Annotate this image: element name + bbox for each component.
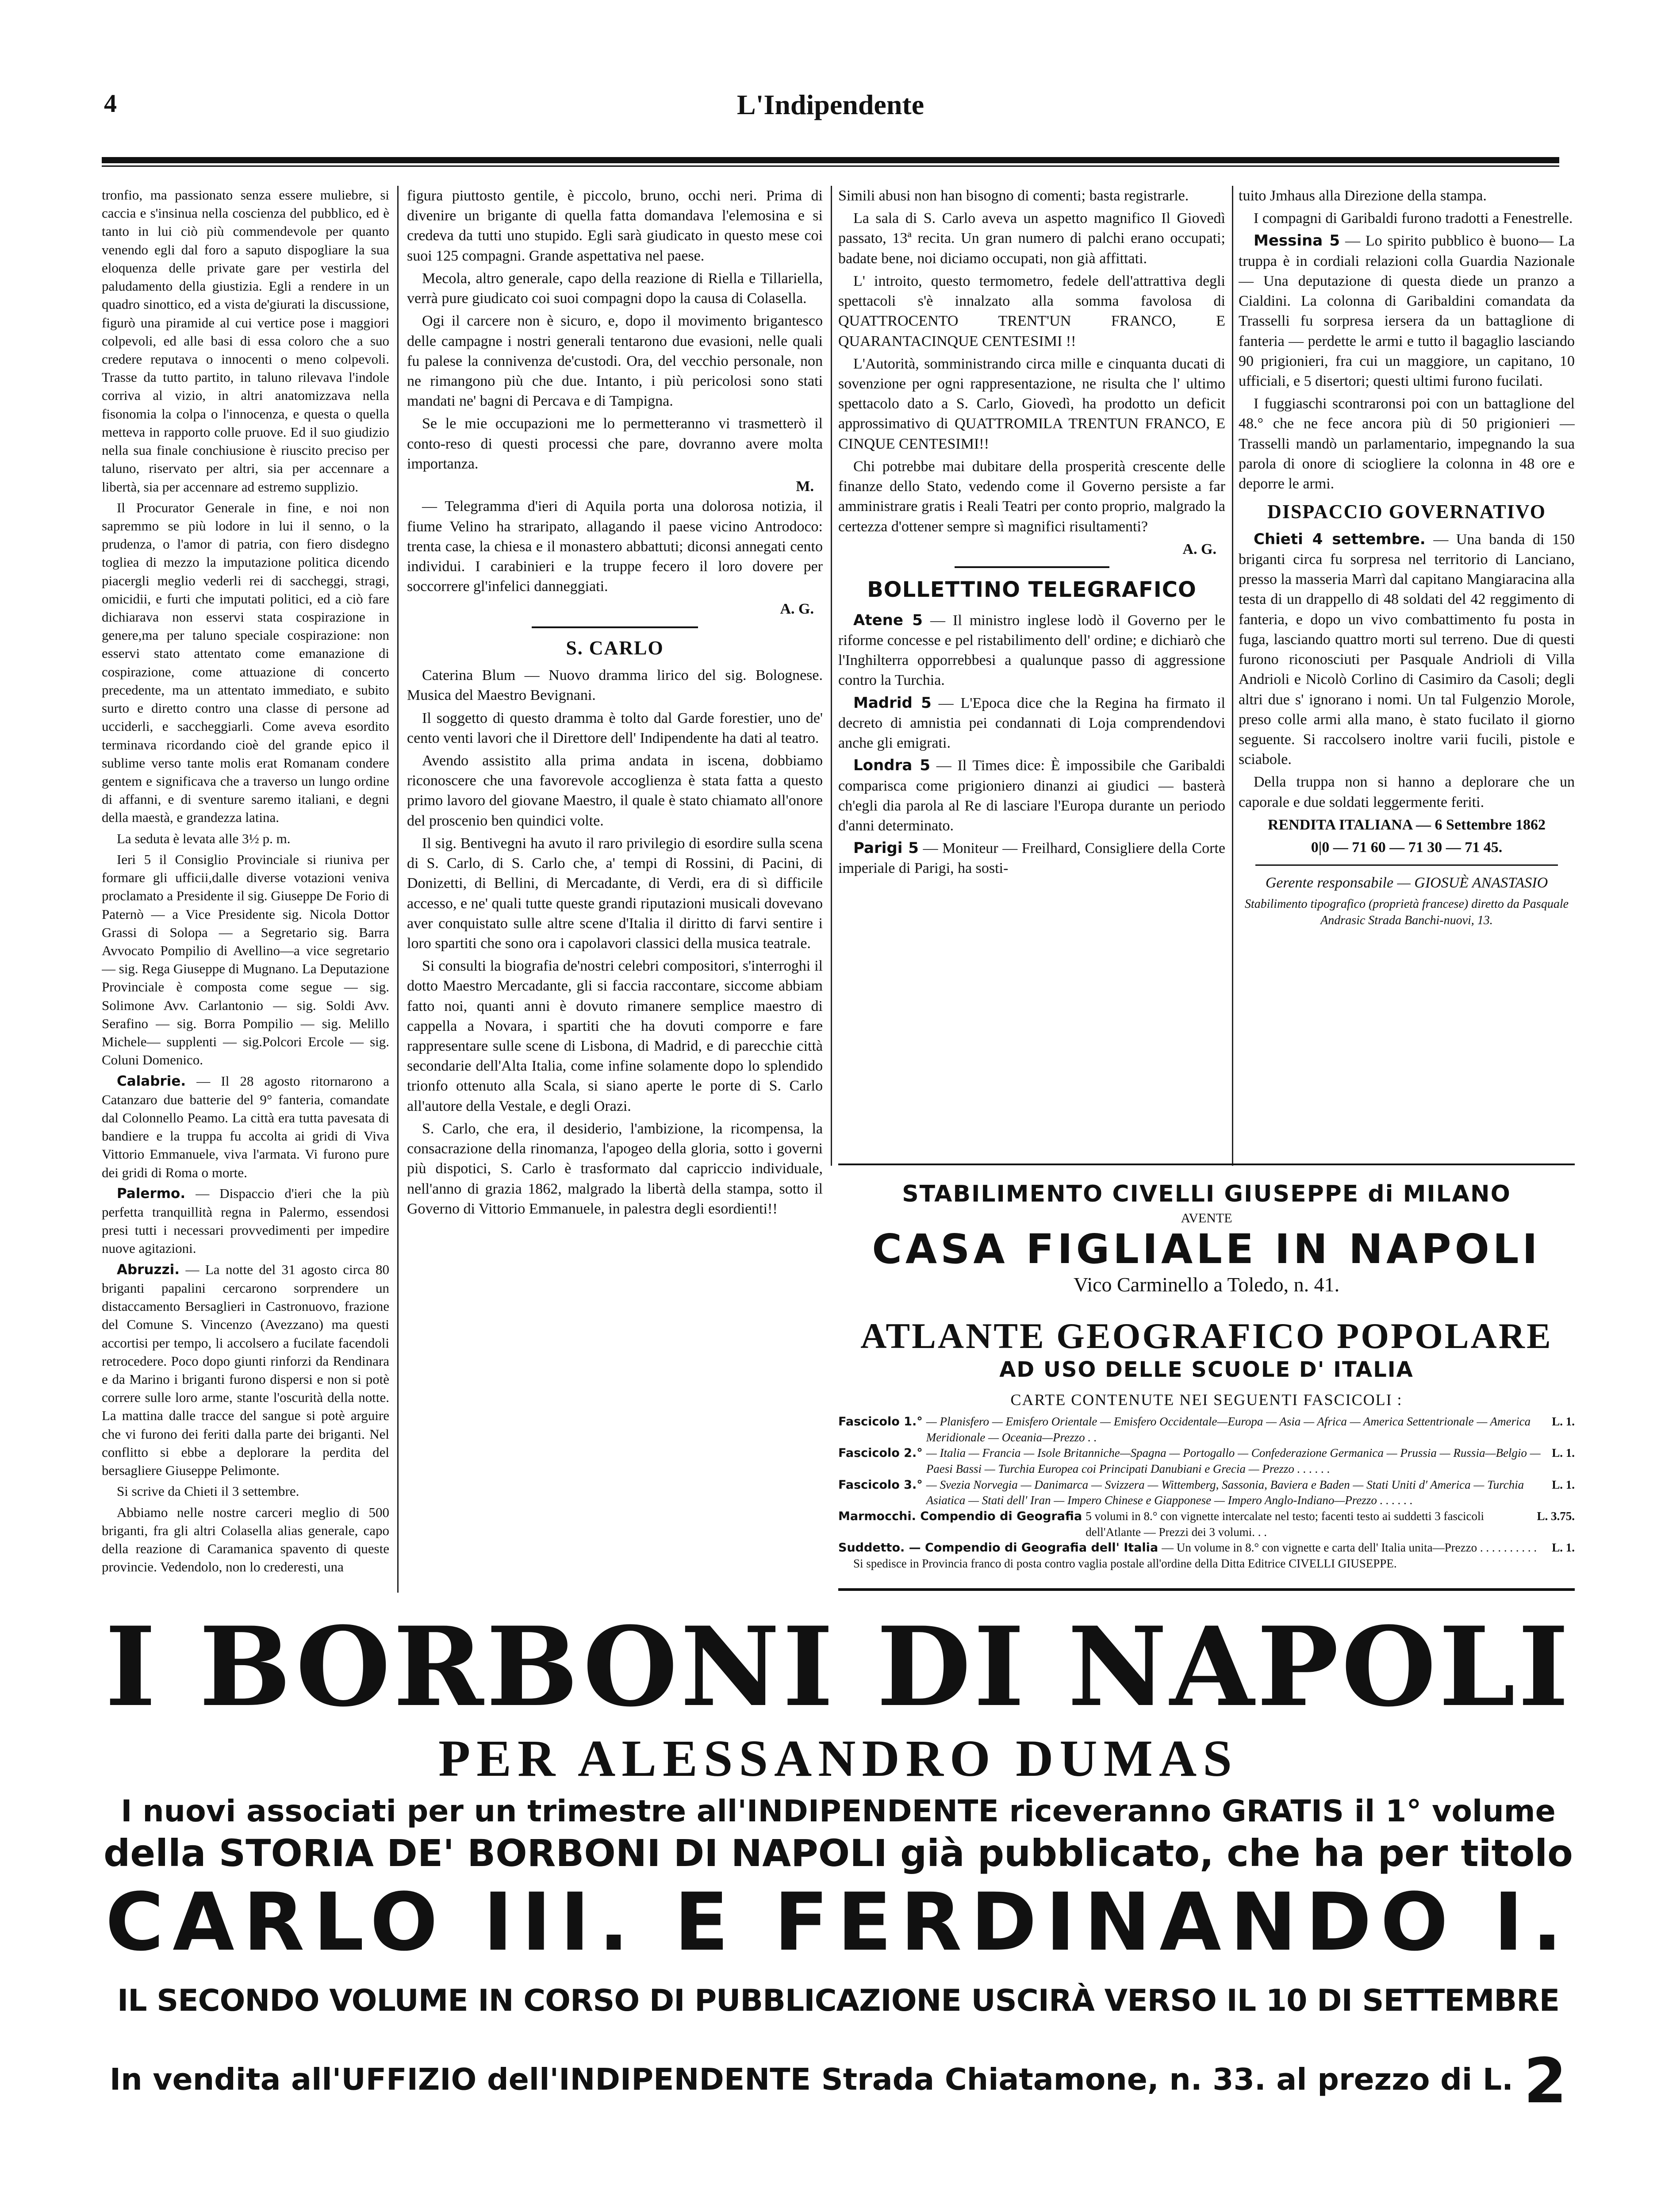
gerente: Gerente responsabile — GIOSUÈ ANASTASIO [1265,875,1548,891]
ad-fascicolo-3 [838,1477,1575,1509]
paragraph: Chi potrebbe mai dubitare della prosperità crescente delle finanze dello Stato, vedendo come il Governo persiste a far amministrare gratis i Reali Teatri per conto proprio, malgrado la certezza d'ottener sempre sì magnifici risultamenti? [838,458,1225,535]
column-1 [102,186,389,1593]
paragraph: S. Carlo, che era, il desiderio, l'ambizione, la ricompensa, la consacrazione della rinomanza, l'apogeo della gloria, sotto i governi più dispotici, S. Carlo è trasformato dal capriccio individuale, nell'anno di grazia 1862, malgrado la libertà della stampa, sotto il Governo di Vittorio Emmanuele, in palestra degli esordienti!! [407,1120,823,1217]
paragraph: tronfio, ma passionato senza essere muliebre, si caccia e s'insinua nella coscienza del pubblico, ed è tanto in lui ciò più commendevole per quanto venendo egli dal foro a saputo dispogliare la sua eloquenza delle private gare per vestirla del paludamento della giustizia. Egli a rendere in un quadro sinottico, ed a vista de'giurati la discussione, figurò una piramide al cui vertice pose i maggiori colpevoli, ed alle basi di essa coloro che a suo credere reputava o innocenti o meno colpevoli. Trasse da tutto partito, in taluno rilevava l'indole corriva al vizio, in altri anatomizzava nella fisonomia la colpa o l'innocenza, e questa o quella metteva in rapporto colle pruove. Ed il suo giudizio nella sua finale conchiusione è riuscito preciso per taluno, riservato per altri, sia per accennare a libertà, sia per accennare ad estremo supplizio. [102,187,389,495]
fascicolo-price: L. 1. [1552,1415,1575,1429]
news-lead: Abruzzi. [117,1261,180,1278]
masthead: L'Indipendente [737,89,924,120]
paragraph: L'Autorità, somministrando circa mille e cinquanta ducati di sovenzione per ogni rappresentazione, ne risulta che l' ultimo spettacolo dato a S. Carlo, Giovedì, ha prodotto un deficit approssimativo di QUATTROMILA TRENTUN FRANCO, E CINQUE CENTESIMI!! [838,355,1225,452]
ad-publisher: STABILIMENTO CIVELLI GIUSEPPE di MILANO [902,1181,1511,1207]
news-text: — Moniteur — Freilhard, Consigliere della Corte imperiale di Parigi, ha sosti- [838,840,1225,877]
fascicolo-label: Fascicolo 1.° [838,1415,923,1429]
news-item [838,611,1225,691]
paragraph: Simili abusi non han bisogno di comenti; basta registrarle. [838,188,1189,204]
ad-marmocchi [838,1509,1575,1540]
news-text: — Lo spirito pubblico è buono— La truppa è in cordiali relazioni colla Guardia Nazionale — Una deputazione di questa diede un pranzo a Cialdini. La colonna di Garibaldini comandata da Trasselli fu sorpresa iersera da un battaglione di fanteria — perdette le armi e tutto il bagaglio lasciando 90 prigionieri, fra cui un maggiore, un capitano, 10 ufficiali, e 5 disertori; questi ultimi furono fucilati. [1239,233,1575,389]
news-item [1239,530,1575,770]
paragraph: tuito Jmhaus alla Direzione della stampa. [1239,188,1487,204]
column-3 [838,186,1225,1166]
header-rule [102,157,1559,163]
news-lead: Atene 5 [853,611,923,629]
news-item [102,1184,389,1258]
paragraph: Avendo assistito alla prima andata in iscena, dobbiamo riconoscere che una favorevole accoglienza è stata fatta a questo primo lavoro del giovane Maestro, il quale è stato chiamato all'onore del proscenio ben quindici volte. [407,752,823,829]
announcement-second-volume: IL SECONDO VOLUME IN CORSO DI PUBBLICAZIONE USCIRÀ VERSO IL 10 DI SETTEMBRE [117,1983,1560,2018]
signature: A. G. [1182,541,1216,557]
news-item [838,756,1225,836]
paragraph: I fuggiaschi scontraronsi poi con un battaglione del 48.° che ne fece ancora più di 50 prigionieri — Trasselli mandò un parlamentario, impegnando la sua parola di onore di sciogliere la colonna in 48 ore e deporre le armi. [1239,396,1575,492]
column-2 [407,186,823,1593]
news-lead: Londra 5 [853,757,931,775]
fascicolo-label: Fascicolo 2.° [838,1446,923,1460]
ad-atlante-title: ATLANTE GEOGRAFICO POPOLARE [860,1316,1553,1356]
section-heading: S. CARLO [566,637,664,659]
paragraph: I compagni di Garibaldi furono tradotti a Fenestrelle. [1254,210,1573,227]
news-lead: Palermo. [117,1185,186,1202]
announcement-title: I BORBONI DI NAPOLI [105,1603,1572,1731]
separator [532,626,698,628]
ad-bottom-rule [838,1588,1575,1591]
ad-carte-heading: CARTE CONTENUTE NEI SEGUENTI FASCICOLI : [1010,1390,1403,1409]
paragraph: La sala di S. Carlo aveva un aspetto magnifico Il Giovedì passato, 13ª recita. Un gran numero di palchi erano occupati; badate bene, noi diciamo occupati, non già affittati. [838,210,1225,267]
paragraph: Il Procurator Generale in fine, e noi non sapremmo se più lodore in lui il senno, o la prudenza, o l'amor di patria, con fiero disdegno togliea di mezzo la imputazione politica dicendo piacergli meglio vederli rei di saccheggi, stragi, omicidii, e furti che imputati politici, ed a ciò fare dichiarava non esservi stata cospirazione in genere,ma per taluno speciale cospirazione: non esservi stato attentato come emanazione di cospirazione, come attuazione di concerto precedente, ma un attentato immediato, e subito surto e diretto contro una classe di persone ad ucciderli, e saccheggiarli. Come aveva esordito terminava ricordando cioè del grande epico il sublime verso tante molis erat Romanam condere gentem e significava che a traverso un lungo ordine di affanni, e di sventure saremo italiani, e degni della maestà, e grandezza latina. [102,499,389,826]
paragraph: Caterina Blum — Nuovo dramma lirico del sig. Bolognese. Musica del Maestro Bevignani. [407,667,823,704]
news-lead: Messina 5 [1254,232,1340,250]
news-text: — Il ministro inglese lodò il Governo per le riforme concesse e pel ristabilimento dell' ordine; e dichiarò che l'Inghilterra opporrebbesi a qualunque passo di aggressione contro la Turchia. [838,612,1225,689]
column-divider [831,186,832,1166]
ad-address: Vico Carminello a Toledo, n. 41. [1073,1273,1340,1296]
news-text: — Dispaccio d'ieri che la più perfetta tranquillità regna in Palermo, essendosi presi tutti i necessari provvedimenti per impedire nuove agitazioni. [102,1185,389,1256]
marmocchi-label: Marmocchi. Compendio di Geografia [838,1509,1082,1523]
section-heading: BOLLETTINO TELEGRAFICO [867,577,1197,602]
news-lead: Chieti 4 settembre. [1254,530,1426,548]
column-divider [397,186,399,1593]
column-divider [1232,186,1233,1166]
fascicolo-content: — Planisfero — Emisfero Orientale — Emisfero Occidentale—Europa — Asia — Africa — America Settentrionale — America Meridionale — Oceania—Prezzo . . [926,1415,1531,1444]
paragraph: Ogi il carcere non è sicuro, e, dopo il movimento brigantesco delle campagne i nostri generali tentarono due evasioni, nelle quali fu palese la connivenza de'custodi. Ora, del vecchio personale, non ne rimangono più che due. Intanto, i più pericolosi sono stati mandati ne' bagni di Percava e di Tampigna. [407,313,823,410]
news-item [838,693,1225,753]
ad-spedisce: Si spedisce in Provincia franco di posta contro vaglia postale all'ordine della Ditta Editrice CIVELLI GIUSEPPE. [853,1556,1397,1570]
paragraph: — Telegramma d'ieri di Aquila porta una dolorosa notizia, il fiume Velino ha straripato, allagando il paese vicino Antrodoco: trenta case, la chiesa e il monastero abbattuti; diconsi annegati cento individui. I carabinieri e la truppe fecero il loro dovere per soccorrere gl'infelici danneggiati. [407,498,823,595]
news-text: — Il Times dice: È impossibile che Garibaldi comparisca come prigioniero dinanzi ai giudici — basterà ch'egli dia parola al Re di lasciare l'Europa durante un periodo d'anni determinato. [838,757,1225,834]
signature: M. [796,478,814,495]
ad-fascicolo-2 [838,1445,1575,1477]
ad-branch-title: CASA FIGLIALE IN NAPOLI [872,1225,1541,1273]
fascicolo-price: L. 1. [1552,1446,1575,1460]
news-item [838,838,1225,878]
suddetto-content: — Un volume in 8.° con vignette e carta dell' Italia unita—Prezzo . . . . . . . . . . [1162,1541,1537,1555]
sale-price: 2 [1523,2045,1567,2118]
marmocchi-content: 5 volumi in 8.° con vignette intercalate nel testo; facenti testo ai suddetti 3 fascicoli dell'Atlante — Prezzi dei 3 volumi. . . [1086,1509,1485,1539]
paragraph: Della truppa non si hanno a deplorare che un caporale e due soldati leggermente feriti. [1239,774,1575,810]
paragraph: L' introito, questo termometro, fedele dell'attrattiva degli spettacoli s'è innalzato alla somma favolosa di QUATTROCENTO TRENT'UN FRANCO, E QUARANTACINQUE CENTESIMI !! [838,273,1225,349]
paragraph: Se le mie occupazioni me lo permetteranno vi trasmetterò il conto-reso di questi processi che pare, dovranno avere molta importanza. [407,415,823,472]
announcement-sale [102,2038,1575,2125]
fascicolo-content: — Svezia Norvegia — Danimarca — Svizzera — Wittemberg, Sassonia, Baviera e Baden — Stati Uniti d' America — Turchia Asiatica — Stati dell' Iran — Impero Chinese e Giapponese — Impero Anglo-Indiano—Prezzo . . . . . . [926,1478,1524,1507]
news-item [1239,231,1575,391]
news-lead: Madrid 5 [853,694,932,712]
news-lead: Calabrie. [117,1073,186,1089]
ad-fascicolo-1 [838,1414,1575,1445]
fascicolo-price: L. 1. [1552,1478,1575,1491]
fascicolo-content: — Italia — Francia — Isole Britanniche—Spagna — Portogallo — Confederazione Germanica — Prussia — Russia—Belgio — Paesi Bassi — Turchia Europea coi Principati Danubiani e Grecia — Prezzo . . . . . . [926,1446,1541,1476]
signature: A. G. [780,601,814,618]
separator [1255,864,1558,866]
announcement-borboni [102,1603,1575,2212]
news-item [102,1072,389,1182]
news-item [102,1260,389,1480]
announcement-line-1: I nuovi associati per un trimestre all'INDIPENDENTE riceveranno GRATIS il 1° volume [121,1793,1556,1829]
paragraph: La seduta è levata alle 3½ p. m. [117,830,291,846]
rendita-title: RENDITA ITALIANA — 6 Settembre 1862 [1267,816,1546,833]
suddetto-label: Suddetto. — Compendio di Geografia dell' Italia [838,1541,1158,1555]
announcement-line-2: della STORIA DE' BORBONI DI NAPOLI già pubblicato, che ha per titolo [104,1831,1573,1875]
sale-text: In vendita all'UFFIZIO dell'INDIPENDENTE Strada Chiatamone, n. 33. al prezzo di L. [109,2062,1513,2097]
paragraph: Ieri 5 il Consiglio Provinciale si riuniva per formare gli ufficii,dalle diverse votazioni veniva proclamato a Presidente il sig. Giuseppe De Forio di Paternò — a Vice Presidente sig. Nicola Dottor Grassi di Solopa — a Segretario sig. Barra Avvocato Pompilio di Avellino—a vice segretario — sig. Rega Giuseppe di Mugnano. La Deputazione Provinciale è composta come segue — sig. Solimone Avv. Carlantonio — sig. Soldi Avv. Serafino — sig. Borra Pompilio — sig. Melillo Michele— supplenti — sig.Polcori Ercole — sig. Coluni Domenico. [102,851,389,1068]
rendita-values: 0|0 — 71 60 — 71 30 — 71 45. [1311,839,1503,856]
fascicolo-label: Fascicolo 3.° [838,1478,923,1492]
announcement-book-title: CARLO III. E FERDINANDO I. [105,1876,1571,1969]
ad-atlante-subtitle: AD USO DELLE SCUOLE D' ITALIA [999,1357,1414,1382]
paragraph: Il sig. Bentivegni ha avuto il raro privilegio di esordire sulla scena di S. Carlo, di S. Carlo che, a' tempi di Rossini, di Pacini, di Donizetti, di Bellini, di Mercadante, di Verdi, era di sì difficile accesso, e ne' quali tutte queste grandi riputazioni musicali dovevano aver conquistato sulle altre scene d'Italia il diritto di farvi sentire i loro spartiti che sono ora i capolavori classici della musica teatrale. [407,835,823,952]
ad-suddetto [838,1540,1575,1556]
advertisement-atlante [838,1179,1575,1593]
column-4 [1239,186,1575,1166]
announcement-author: PER ALESSANDRO DUMAS [438,1729,1238,1788]
paragraph: Il soggetto di questo dramma è tolto dal Garde forestier, uno de' cento venti lavori che il Direttore dell' Indipendente ha dati al teatro. [407,710,823,746]
news-lead: Parigi 5 [853,839,919,857]
ad-top-rule [838,1164,1575,1165]
separator [955,566,1109,568]
paragraph: Si scrive da Chieti il 3 settembre. [117,1483,299,1499]
paragraph: Abbiamo nelle nostre carceri meglio di 500 briganti, fra gli altri Colasella alias generale, capo della reazione di Caramanica spavento di queste provincie. Vedendolo, non lo crederesti, una [102,1504,389,1575]
stabilimento-tipografico: Stabilimento tipografico (proprietà francese) diretto da Pasquale Andrasic Strada Banchi-nuovi, 13. [1244,897,1569,927]
suddetto-price: L. 1. [1552,1541,1575,1555]
news-text: — La notte del 31 agosto circa 80 briganti papalini cercarono sorprendere un distaccamento Bersaglieri in Castronuovo, frazione del Comune S. Vincenzo (Avezzano) ma questi accortisi per tempo, li accolsero a fucilate facendoli retrocedere. Poco dopo giunti rinforzi da Rendinara e da Marino i briganti furono dispersi e non si potè correre sulle loro arme, stante l'oscurità della notte. La mattina dalle tracce del sangue si potè arguire che vi furono dei feriti dalla parte dei briganti. Nel conflitto si ebbe a deplorare la perdita del bersagliere Giuseppe Pelimonte. [102,1261,389,1479]
marmocchi-price: L. 3.75. [1537,1509,1575,1523]
page-number: 4 [104,89,117,118]
paragraph: Si consulti la biografia de'nostri celebri compositori, s'interroghi il dotto Maestro Mercadante, gli si faccia raccontare, siccome abbiam fatto noi, quanti anni è dovuto rimanere semplice maestro di cappella a Novara, i spartiti che ha dovuti comporre e fare rappresentare sulle scene di Lisbona, di Madrid, e di parecchie città secondarie dell'Alta Italia, come infine solamente dopo lo splendido trionfo ottenuto alla Scala, si siano aperte le porte di S. Carlo all'autore della Vestale, e degli Orazi. [407,958,823,1114]
news-text: — L'Epoca dice che la Regina ha firmato il decreto di amnistia pei condannati di Loja comprendendovi anche gli emigrati. [838,695,1225,752]
news-text: — Il 28 agosto ritornarono a Catanzaro due batterie del 9° fanteria, comandate dal Colonnello Peamo. La città era tutta pavesata di bandiere e la truppa fu accolta ai gridi di Viva Vittorio Emmanuele, viva l'armata. Vi furono pure dei gridi di Roma o morte. [102,1073,389,1180]
paragraph: figura piuttosto gentile, è piccolo, bruno, occhi neri. Prima di divenire un brigante di quella fatta domandava l'elemosina e si credeva da tutti uno stupido. Egli sarà giudicato in questo mese coi suoi 125 compagni. Grande aspettativa nel paese. [407,188,823,264]
paragraph: Mecola, altro generale, capo della reazione di Riella e Tillariella, verrà pure giudicato coi suoi compagni dopo la causa di Colasella. [407,270,823,307]
section-heading: DISPACCIO GOVERNATIVO [1267,501,1546,523]
header-rule-thin [102,165,1559,167]
ad-avente: AVENTE [1181,1210,1232,1225]
news-text: — Una banda di 150 briganti circa fu sorpresa nel territorio di Lanciano, presso la masseria Marrì dal capitano Mangiaracina alla testa di un drappello di 48 soldati del 42 reggimento di fanteria, e dopo un vivo combattimento fu posta in fuga, lasciando quattro morti sul terreno. Due di questi furono riconosciuti per Pasquale Andrioli di Villa Andrioli e Nicolò Corlino di Casimiro da Casoli; degli altri due s' ignorano i nomi. Un tal Fulgenzio Morole, preso colle armi alla mano, è stato fucilato il giorno seguente. Si raccolsero inoltre varii fucili, pistole e sciabole. [1239,531,1575,768]
